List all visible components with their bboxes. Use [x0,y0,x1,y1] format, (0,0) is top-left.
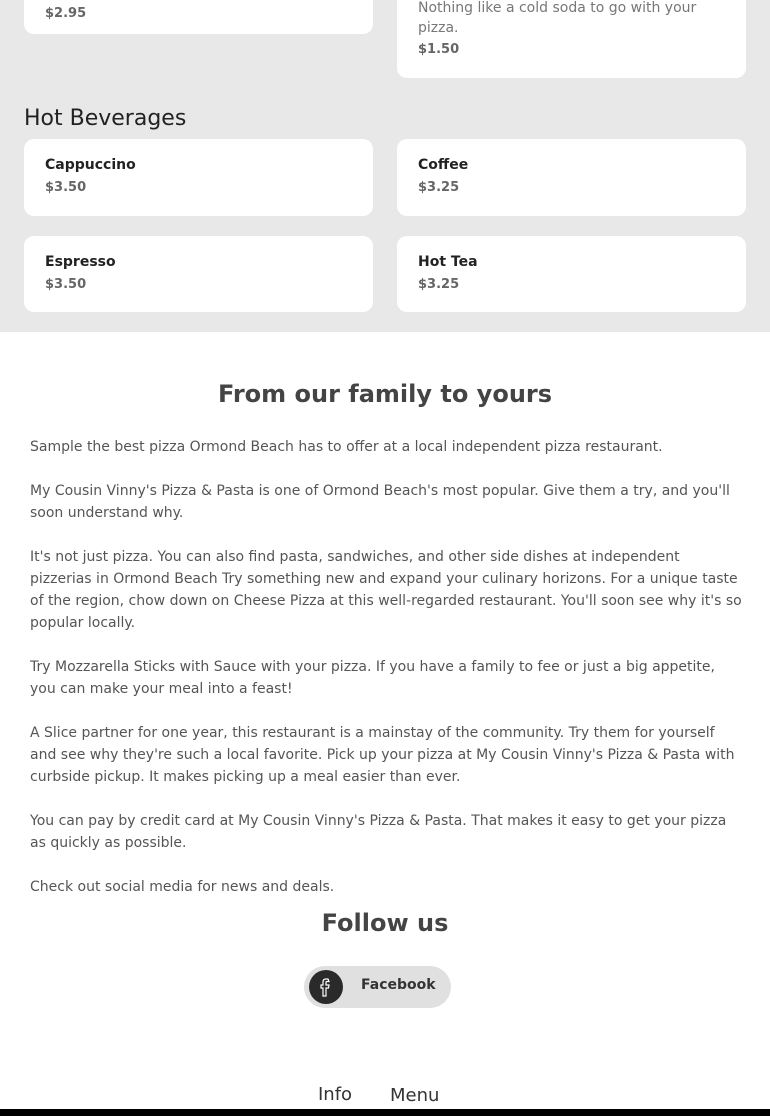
menu-item-name: Hot Tea [418,254,478,270]
bottom-bar [0,1109,770,1116]
footer-menu-link[interactable]: Menu [390,1085,440,1106]
menu-item-price: $2.95 [45,6,87,21]
facebook-button[interactable] [304,966,451,1008]
menu-item-price: $3.50 [45,277,87,292]
menu-item-price: $1.50 [418,42,460,57]
menu-item-name: Espresso [45,254,116,270]
facebook-icon [309,970,343,1004]
menu-item-description: Nothing like a cold soda to go with your pizza. [418,0,697,36]
about-paragraph: Check out social media for news and deals. [30,879,335,895]
section-title-hot-beverages: Hot Beverages [24,106,187,131]
about-text [30,436,742,920]
facebook-label: Facebook [361,977,436,993]
menu-item-hot-tea[interactable] [397,236,746,312]
about-paragraph: Sample the best pizza Ormond Beach has to offer at a local independent pizza restaurant. [30,439,663,455]
follow-heading: Follow us [321,909,449,937]
menu-item-espresso[interactable] [24,236,373,312]
menu-item-name: Coffee [418,157,469,173]
menu-item-price: $3.50 [45,180,87,195]
about-paragraph: It's not just pizza. You can also find pasta, sandwiches, and other side dishes at independent pizzerias in Ormond Beach Try something new and expand your culinary horizons. For a unique taste of the region, chow down on Cheese Pizza at this well-regarded restaurant. You'll soon see why it's so popular locally. [30,549,742,631]
about-paragraph: My Cousin Vinny's Pizza & Pasta is one of Ormond Beach's most popular. Give them a try, and you'll soon understand why. [30,483,730,521]
menu-item-coffee[interactable] [397,139,746,216]
about-paragraph: A Slice partner for one year, this restaurant is a mainstay of the community. Try them for yourself and see why they're such a local favorite. Pick up your pizza at My Cousin Vinny's Pizza & Pasta with curbside pickup. It makes picking up a meal easier than ever. [30,725,735,785]
footer-info-link[interactable]: Info [318,1084,353,1105]
menu-item-name: Cappuccino [45,157,136,173]
menu-item-price: $3.25 [418,180,460,195]
menu-item-cappuccino[interactable] [24,139,373,216]
menu-item-card[interactable] [24,0,373,34]
about-paragraph: Try Mozzarella Sticks with Sauce with your pizza. If you have a family to fee or just a big appetite, you can make your meal into a feast! [30,659,715,697]
about-heading: From our family to yours [217,380,553,408]
about-paragraph: You can pay by credit card at My Cousin Vinny's Pizza & Pasta. That makes it easy to get your pizza as quickly as possible. [30,813,727,851]
menu-item-price: $3.25 [418,277,460,292]
menu-item-card[interactable] [397,0,746,78]
menu-section [0,0,770,332]
